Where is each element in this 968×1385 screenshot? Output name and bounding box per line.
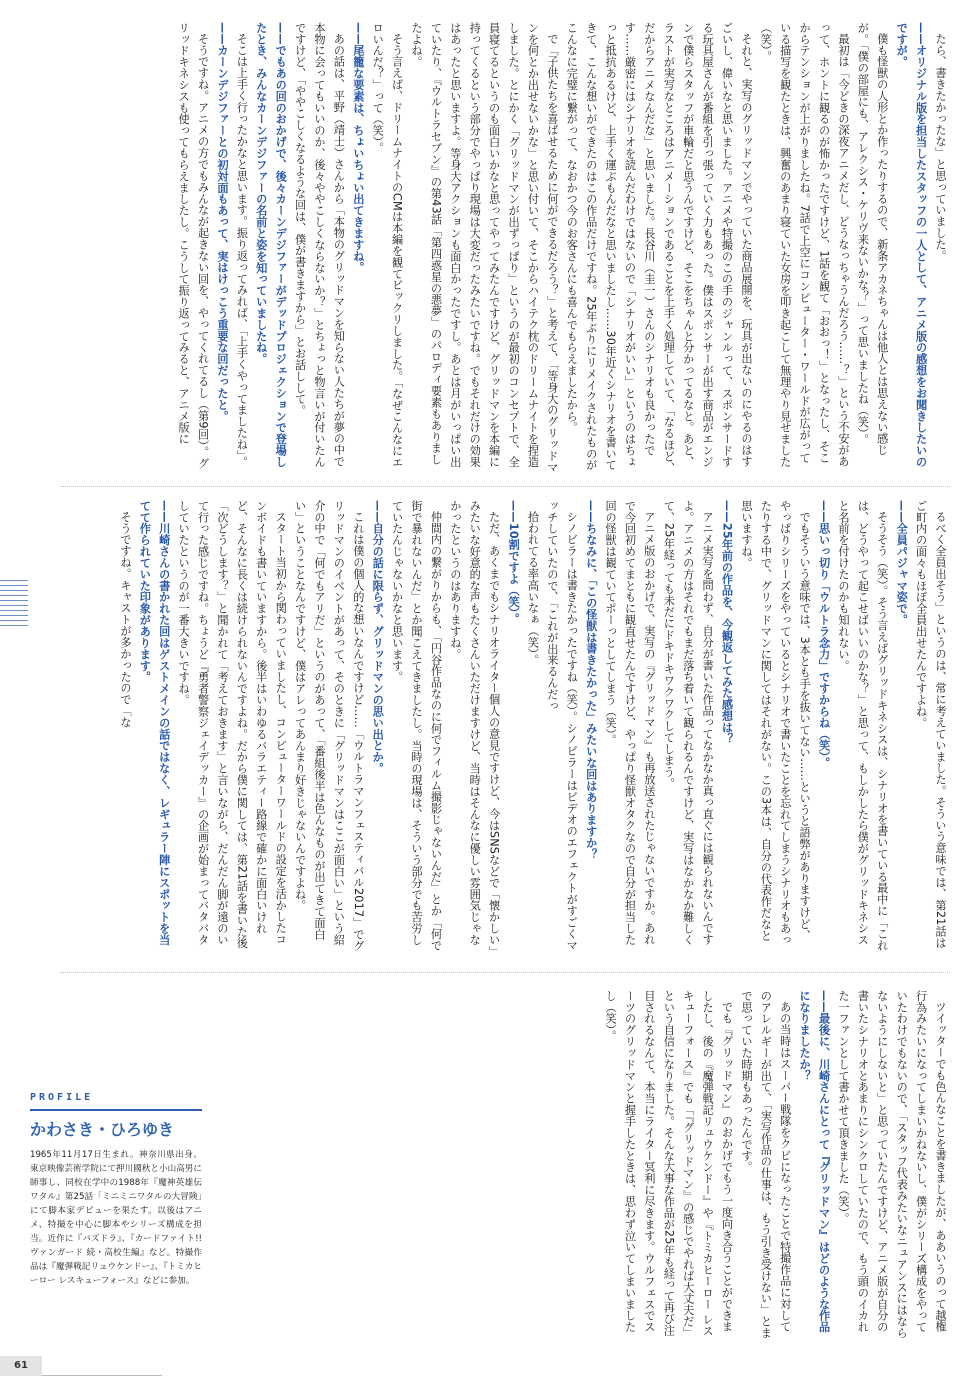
- interview-paragraph: 拾われてる率高いなぁ（笑）。: [526, 511, 540, 666]
- interview-question: —— 思いっ切り「ウルトラ念力」ですからね（笑）。: [814, 500, 833, 952]
- interview-paragraph: ただ、あくまでもシナリオライター個人の意見ですけど、今はSNSなどで「懐かしい」みたいな好意的な声もたくさんいただけますけど、当時はそんなに優しい雰囲気じゃなかったというのはありますね。: [448, 500, 501, 952]
- article-column-middle: [60, 500, 950, 952]
- page-number: 61: [0, 1356, 42, 1376]
- interview-paragraph: スタート当初から関わっていましたし、コンピューターワールドの設定を活かしたコンボイドも書いていますから。後半はいわゆるバラエティー路線で確かに面白いけれど、そんなに長くは続けられないんですよね。だから僕に関しては、第21話を書いた後「次どうします？」と聞かれて「考えておきます」と言いながら、だんだん脚が遠のいて行った感じですね。ちょうど『勇者警察ジェイデッカー』の企画が始まってバタバタしていたというのが一番大きいですね。: [177, 500, 288, 949]
- interview-paragraph: そうそう（笑）。そう言えばグリッドキネシスは、シナリオを書いている最中に「これは、どうやって起こせばいいのかな？」と思って、もしかしたら僕がグリッドキネシスと名前を付けたのかも知れない。: [836, 500, 889, 952]
- profile-rule: [30, 1109, 202, 1111]
- interview-paragraph: そうですね。キャストが多かったので「な: [118, 511, 132, 729]
- interview-paragraph: そこは上手く行ったかなと思います。振り返ってみれば、「上手くやってましたね」。: [235, 33, 249, 468]
- top-tier: [60, 22, 950, 474]
- interview-question: —— カーンデジファーとの初対面もあって、実はけっこう重要な回だったと。: [213, 22, 232, 474]
- article-column-bottom: [214, 990, 950, 1340]
- profile-label: PROFILE: [30, 1092, 94, 1103]
- interview-paragraph: でもそういう意味では、3本とも手を抜いてない……というと語弊がありますけど、やっぱりシリーズをやっているとシナリオで書いたことを忘れてしまうシナリオもあったりする中で、グリッドマンに関してはそれがない。この3本は、自分の代表作だなと思いますね。: [739, 500, 812, 946]
- article-column-top: [60, 22, 950, 474]
- interview-paragraph: これは僕の個人的な想いなんですけど……「ウルトラマンフェスティバル2017」でグリッドマンのイベントがあって、そのときに「グリッドマンはここが面白い」という紹介の中で「何でもアリだ」というのがあって、「番組後半は色んなものが出てきて面白い」ということなんですけど、僕はアレってあんまり好きじゃないんですよね。: [293, 500, 365, 952]
- interview-paragraph: るべく全員出そう」というのは、常に考えていました。そういう意味では、第21話はご町内の面々もほぼ全員出せたんですよね。: [914, 500, 947, 949]
- profile-bio: 1965年11月17日生まれ。神奈川県出身。東京映像芸術学院にて押川國秋と小山高男に師事し、同校在学中の1988年『魔神英雄伝ワタル』第25話「ミニミニワタルの大冒険」にて脚本家デビューを果たす。以後はアニメ、特撮を中心に脚本やシリーズ構成を担当。近作に『バズドラ』、『カードファイト!! ヴァンガード 続・高校生編』など。特撮作品は『魔弾戦記リュウケンドー』、『トミカヒーロー レスキューフォース』などに参加。: [30, 1150, 202, 1286]
- decorative-lines: [0, 580, 28, 630]
- interview-paragraph: 仲間内の繋がりからも、「円谷作品なのに何でフィルム撮影じゃないんだ」とか「何で街で暴れないんだ」とか聞こえてきましたし。当時の現場は、そういう部分でも苦労していたんじゃないかなと思います。: [390, 500, 443, 952]
- tier-divider: [60, 972, 950, 973]
- profile-box: [30, 1092, 202, 1288]
- interview-paragraph: で「子供たちを喜ばせるために何ができるだろう？」と考えて、「等身大のグリッドマンを何とか出せないかな」と思い付いて、そこからハイテク枕のドリームナイトを捏造しました。とにかく「グリッドマンが出ずっぱり」というのが最初のコンセプトで、全員寝てるというのも面白いかなと思ってやってみたんですけど、グリッドマンを本編に持ってくるという部分でやっぱり現場は大変だったみたいですね。でもそれだけの効果はあったと思いますよ。等身大アクションも面白かったですし。あとは月がいっぱい出ていたり、『ウルトラセブン』の第43話「第四惑星の悪夢」のパロディ要素もありましたよね。: [410, 22, 559, 474]
- interview-paragraph: それと、実写のグリッドマンでやっていた商品展開を、玩具が出ないのにやるのはすごいし、偉いなと思いました。アニメや特撮のこの手のジャンルって、スポンサードする玩具屋さんが番組を引っ張っていく力もあった。僕はスポンサーが出す商品がエンジンで僕らスタッフが車輪だと思うんですけど、そこをちゃんと分かってるなと。あと、ラストが実写なところはアニメーションであることを上手く処理していて、「なるほど、だからアニメなんだな」と思いました。長谷川（圭一）さんのシナリオも良かったです……厳密にはシナリオを読んだわけではないので「シナリオがいい」というのはちょっと抵抗あるけど、上手く運ぶもんだなと思いましたし……30年近くシナリオを書いてきて、こんな想いができたのはこの作品だけですね。25年ぶりにリメイクされたものがこんなに完璧に繋がって、なおかつ今のお客さんにも喜んでもらえましたから。: [565, 22, 753, 474]
- interview-paragraph: アニメ実写を問わず、自分が書いた作品ってなかなか真っ直ぐには観られないんですよ。アニメの方はそれでもまだ落ち着いて観られるんですけど、実写はなかなか難しくて、25年経っても未だにドキドキワクワクしてしまう。: [662, 500, 715, 946]
- interview-question: —— 全員パジャマ姿で。: [892, 500, 911, 952]
- interview-question: —— 10割ですよ（笑）。: [504, 500, 523, 952]
- tier-divider: [60, 486, 950, 487]
- interview-question: —— 尾籠な要素は、ちょいちょい出てきますね。: [348, 22, 367, 474]
- interview-paragraph: あの話は、平野（靖士）さんから「本物のグリッドマンを知らない人たちが夢の中で本物に会ってもいいのか、後々ややこしくならないか？」とちょっと物言いが付いたんですけど、「ややこしくなるような回は、僕が書きますから」とお話しして。: [293, 22, 346, 468]
- interview-paragraph: 僕も怪獣の人形とか作ったりするので、新条アカネちゃんは他人とは思えない感じが。「僕の部屋にも、アレクシス・ケリヴ来ないかな？」って思いましたね（笑）。: [856, 22, 889, 456]
- interview-paragraph: あの当時はスーパー戦隊をクビになったことで特撮作品に対してのアレルギーが出て、「実写作品の仕事は、もう引き受けない」とまで思っていた時期もあったんです。: [739, 990, 792, 1339]
- interview-paragraph: そう言えば、ドリームナイトのCMは本編を観てビックリしました。「なぜこんなにエロいんだ？」って（笑）。: [371, 22, 404, 469]
- interview-question: —— 最後に、川崎さんにとって『グリッドマン』はどのような作品になりましたか？: [795, 990, 834, 1340]
- interview-paragraph: たら、書きたかったな」と思っていました。: [934, 33, 947, 262]
- interview-paragraph: シノビラーは書きたかったですね（笑）。シノビラーはビデオのエフェクトがすごくマッチしていたので、「これが出来るんだっ: [545, 500, 579, 952]
- interview-question: —— 自分の話に限らず、グリッドマンの思い出とか。: [368, 500, 387, 952]
- interview-question: —— 25年前の作品を、今観返してみた感想は？: [717, 500, 736, 952]
- page-number-rule: [42, 1375, 162, 1376]
- middle-tier: [60, 500, 950, 952]
- interview-question: —— 川崎さんの書かれた回はゲストメインの話ではなく、レギュラー陣にスポットを当てて作られていた印象があります。: [135, 500, 174, 952]
- interview-paragraph: そうですね。アニメの方でもみんなが起きない回を、やってくれてるし（第9回）。グリッドキネシスも使ってもらえましたし。こうして振り返ってみると、アニメ版に: [177, 22, 210, 470]
- interview-paragraph: アニメ版のおかげで、実写の『グリッドマン』も再放送されたじゃないですか。あれで今回初めてまともに観直せたんですけど、やっぱり怪獣オタクなので自分が担当した回の怪獣は観ていてポーっとしてしまう（笑）。: [604, 500, 656, 946]
- interview-paragraph: ツイッターでも色んなことを書きましたが、ああいうのって越権行為みたいになってしまいかねないし、僕がシリーズ構成をやっていたわけでもないので、「スタッフ代表みたいなニュアンスにはならないようにしないと」と思っていたんですけど、アニメ版が自分の書いたシナリオとあまりにシンクロしていたので、もう頭のイカれた一ファンとして書かせて頂きました（笑）。: [836, 990, 947, 1339]
- interview-question: —— ちなみに、「この怪獣は書きたかった」みたいな回はありますか？: [581, 500, 600, 952]
- interview-question: —— オリジナル版を担当したスタッフの一人として、アニメ版の感想をお聞きしたいのですが。: [892, 22, 931, 474]
- bottom-tier: [214, 990, 950, 1340]
- interview-paragraph: 最初は「今どきの深夜アニメだし、どうなっちゃうんだろう……？」という不安があって、ホントに観るのが怖かったですけど、1話を観て「おおっ！」となったし、そこからテンションが上がりましたね。7話で上空にコンピューター・ワールドが広がっている描写を観たときは、興奮のあまり寝ていた女房を叩き起こして無理やり見せました（笑）。: [759, 22, 850, 468]
- profile-name: かわさき・ひろゆき: [30, 1120, 175, 1139]
- interview-question: —— でもあの回のおかげで、後々カーンデジファーがデッドプロジェクションで登場したとき、みんなカーンデジファーの名前と姿を知っていましたね。: [251, 22, 290, 474]
- interview-paragraph: でも『グリッドマン』のおかげでもう一度向き合うことができましたし、後の『魔弾戦記リュウケンドー』や『トミカヒーロー レスキューフォース』でも「『グリッドマン』の感じでやれば大丈夫だ」という自信になりました。そんな大事な作品が25年も経って再び注目されるなんて、本当にライター冥利に尽きます。ウルフェスでスーツのグリッドマンと握手したときは、思わず泣いてしまいましたし（笑）。: [604, 990, 734, 1339]
